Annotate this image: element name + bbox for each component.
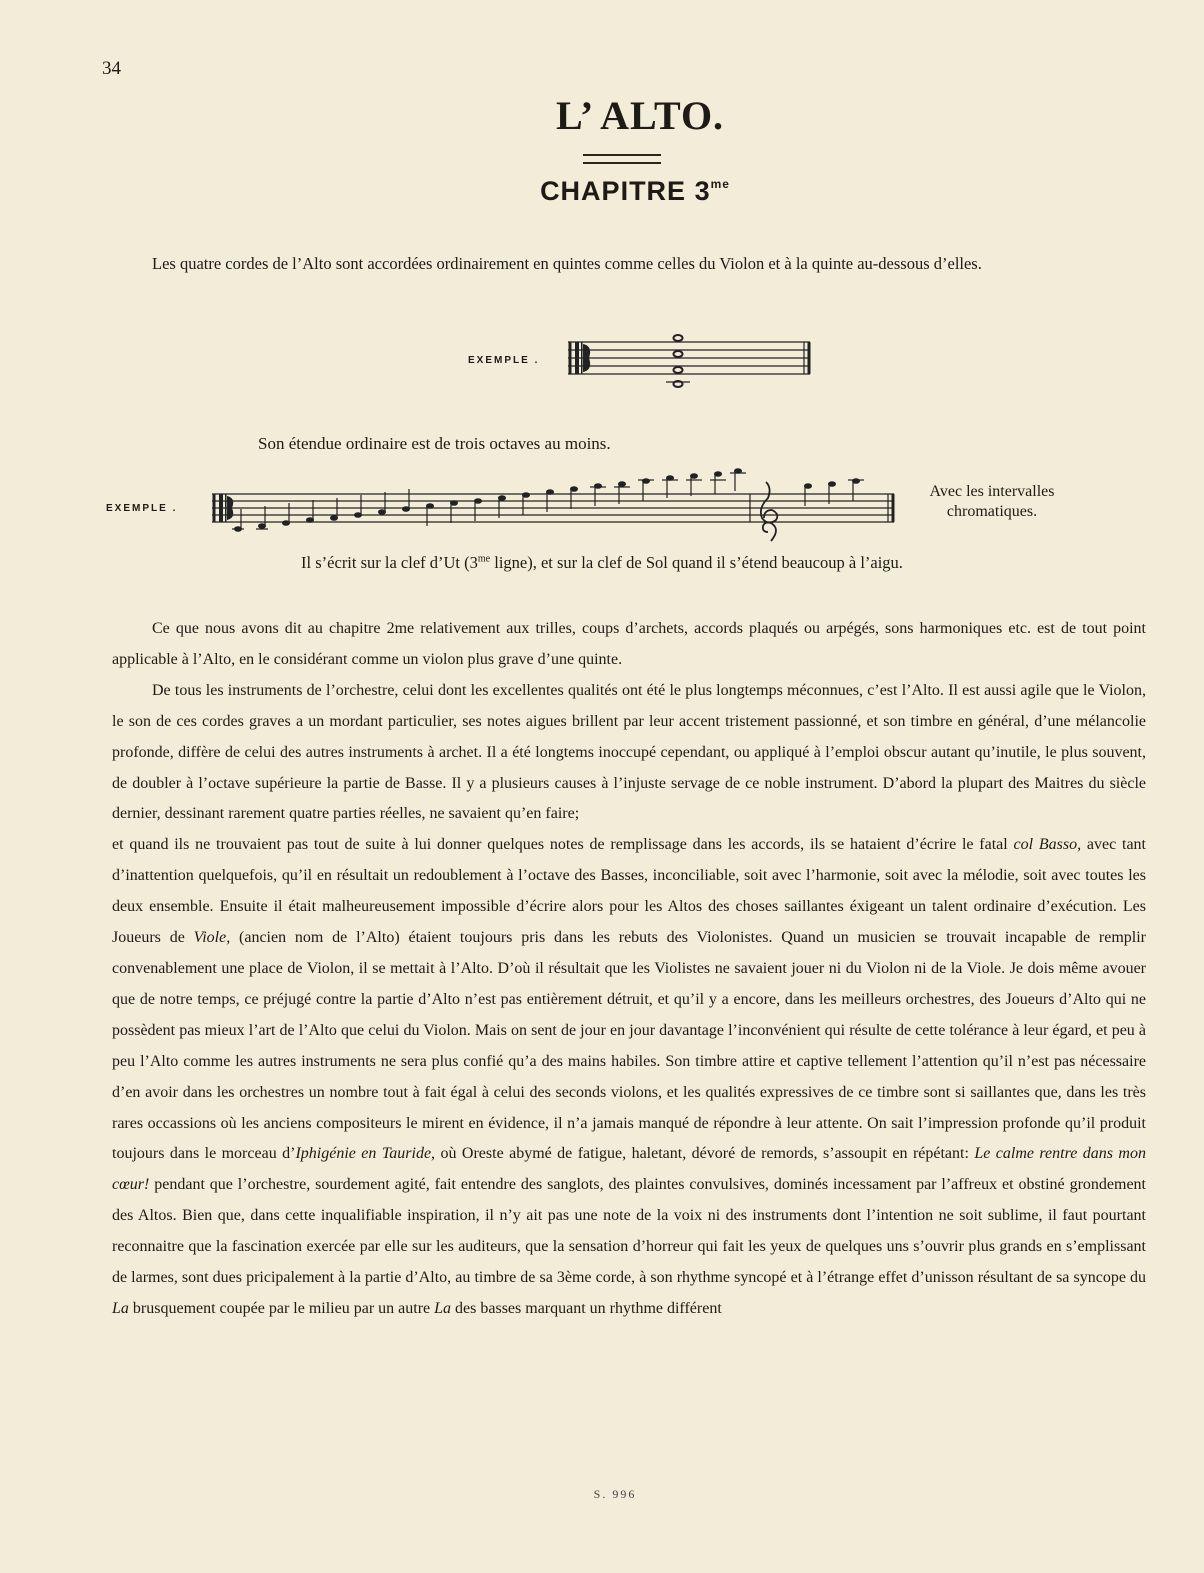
alto-clef-icon: [219, 494, 233, 522]
paragraph-1: Ce que nous avons dit au chapitre 2me relativement aux trilles, coups d’archets, accords plaqués ou arpégés, sons harmoniques etc. est de tout point applicable à l’Alto, en le considérant comme un violon plus grave d’une quinte.: [112, 620, 1146, 668]
title-divider: [583, 154, 661, 164]
clef-sentence: Il s’écrit sur la clef d’Ut ($3^{me}$ ligne), et sur la clef de Sol quand il s’étend beaucoup à l’aigu.: [301, 553, 903, 572]
example-1-label: EXEMPLE .: [468, 355, 540, 366]
aside-note: Avec les intervalles chromatiques.: [929, 483, 1055, 520]
chapter-heading: CHAPITRE $3^{me}$: [540, 176, 730, 206]
intro-paragraph: Les quatre cordes de l’Alto sont accordées ordinairement en quintes comme celles du Violon et à la quinte au-dessous d’elles.: [152, 254, 982, 273]
music-example-open-strings: [566, 334, 816, 394]
range-sentence: Son étendue ordinaire est de trois octaves au moins.: [258, 434, 611, 453]
treble-clef-icon: [761, 482, 777, 541]
music-example-range: [210, 472, 900, 542]
plate-number: S. 996: [593, 1487, 637, 1501]
page-number: 34: [102, 58, 121, 79]
page-title: L’ ALTO.: [555, 93, 725, 138]
paragraph-3: et quand ils ne trouvaient pas tout de suite à lui donner quelques notes de remplissage dans les accords, ils se hataient d’écrire le fatal col Basso, avec tant d’inattention quelquefois, qu’il en résultait un redoublement à l’octave des Basses, inconciliable, soit avec l’harmonie, soit avec la mélodie, soit avec toutes les deux ensemble. Ensuite il était malheureusement impossible d’écrire alors pour les Altos des choses saillantes éxigeant un talent ordinaire d’exécution. Les Joueurs de Viole, (ancien nom de l’Alto) étaient toujours pris dans les rebuts des Violonistes. Quand un musicien se trouvait incapable de remplir convenablement une place de Violon, il se mettait à l’Alto. D’où il résultait que les Violistes ne savaient jouer ni du Violon ni de la Viole. Je dois même avouer que de notre temps, ce préjugé contre la partie d’Alto n’est pas entièrement détruit, et qu’il y a encore, dans les meilleurs orchestres, des Joueurs d’Alto qui ne possèdent pas mieux l’art de l’Alto que celui du Violon. Mais on sent de jour en jour davantage l’inconvénient qui résulte de cette tolérance à leur égard, et peu à peu l’Alto comme les autres instruments ne sera plus confié qu’a des mains habiles. Son timbre attire et captive tellement l’attention qu’il n’est pas nécessaire d’en avoir dans les orchestres un nombre tout à fait égal à celui des seconds violons, et les qualités expressives de ce timbre sont si saillantes que, dans les très rares occassions où les anciens compositeurs le mirent en évidence, il n’a jamais manqué de répondre à leur attente. On sait l’impression profonde qu’il produit toujours dans le morceau d’Iphigénie en Tauride, où Oreste abymé de fatigue, haletant, dévoré de remords, s’assoupit en répétant: Le calme rentre dans mon cœur! pendant que l’orchestre, sourdement agité, fait entendre des sanglots, des plaintes convulsives, dominés incessament par l’affreux et obstiné grondement des Altos. Bien que, dans cette inqualifiable inspiration, il n’y ait pas une note de la voix ni des instruments dont l’intention ne soit sublime, il faut pourtant reconnaitre que la fascination exercée par elle sur les auditeurs, que la sensation d’horreur qui fait les yeux de quelques uns s’ouvrir plus grands en s’emplissant de larmes, sont dues pricipalement à la partie d’Alto, au timbre de sa 3ème corde, à son rhythme syncopé et à l’étrange effet d’unisson résultant de sa syncope du La brusquement coupée par le milieu par un autre La des basses marquant un rhythme différent: [112, 836, 1147, 1317]
body-text: [112, 614, 1146, 1325]
example-2-label: EXEMPLE .: [106, 503, 178, 514]
paragraph-2: De tous les instruments de l’orchestre, celui dont les excellentes qualités ont été le plus longtemps méconnues, c’est l’Alto. Il est aussi agile que le Violon, le son de ces cordes graves a un mordant particulier, ses notes aigues brillent par leur accent tristement passionné, et son timbre en général, d’une mélancolie profonde, diffère de celui des autres instruments à archet. Il a été longtems inoccupé cependant, ou appliqué à l’emploi obscur autant qu’inutile, le plus souvent, de doubler à l’octave supérieure la partie de Basse. Il y a plusieurs causes à l’injuste servage de ce noble instrument. D’abord la plupart des Maitres du siècle dernier, dessinant rarement quatre parties réelles, ne savaient qu’en faire;: [112, 681, 1146, 823]
